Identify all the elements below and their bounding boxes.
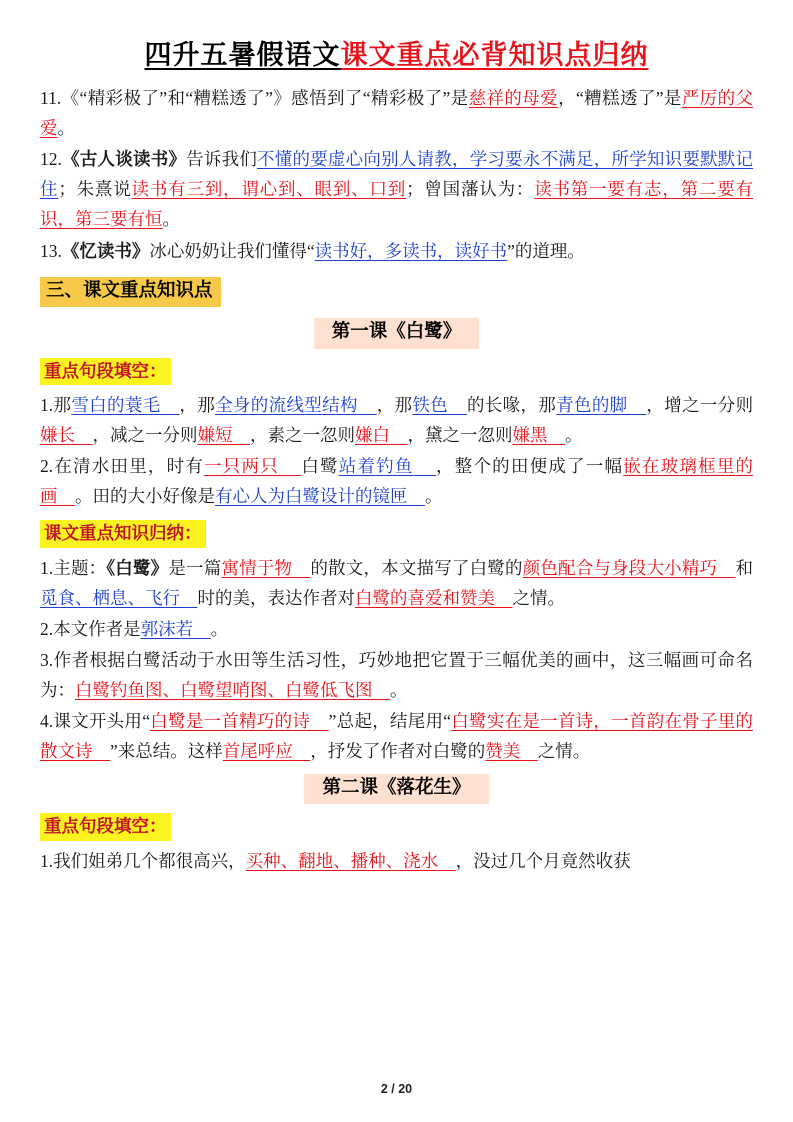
paragraph <box>40 645 753 705</box>
text-run: 《白鹭》 <box>106 557 169 578</box>
item-number: 4. <box>40 711 54 732</box>
text-run: ；朱熹说 <box>58 179 132 200</box>
text-run: 在清水田里，时有 <box>53 456 205 477</box>
answer-text: 白鹭实在是一首诗，一首韵在骨子里的散文诗 <box>40 711 753 762</box>
item-number: 2. <box>40 619 54 640</box>
answer-text: 铁色 <box>412 395 449 416</box>
paragraph <box>40 614 753 644</box>
item-number: 13. <box>40 240 62 261</box>
lesson1-summary-items <box>40 553 753 767</box>
lesson2-fill-label: 重点句段填空： <box>40 813 171 841</box>
text-run: 的长喙，那 <box>466 395 557 416</box>
lesson2-heading-wrap <box>40 774 753 805</box>
paragraph <box>40 236 753 266</box>
answer-text: 不懂的要虚心向别人请教，学习要永不满足，所学知识要默默记住 <box>40 149 754 200</box>
text-run: ，黛之一忽则 <box>407 425 513 446</box>
text-run: ，素之一忽则 <box>250 425 355 446</box>
answer-text: 首尾呼应 <box>222 741 293 762</box>
item-number: 12. <box>40 149 62 170</box>
text-run: 白鹭 <box>301 456 339 477</box>
page-title-black: 四升五暑假语文 <box>144 40 341 70</box>
answer-text: 一只两只 <box>204 456 279 477</box>
answer-text: 慈祥的母爱 <box>468 88 559 109</box>
page-number: 2 / 20 <box>380 1082 413 1096</box>
lesson1-heading-wrap <box>40 318 753 349</box>
text-run: 《“精彩极了”和“糟糕透了”》感悟到了“精彩极了”是 <box>61 88 469 109</box>
text-run: ”来总结。这样 <box>110 741 223 762</box>
text-run: ，没过几个月竟然收获 <box>455 850 631 871</box>
answer-text: 青色的脚 <box>556 395 628 416</box>
text-run: 。田的大小好像是 <box>75 486 215 507</box>
text-run: 本文作者是 <box>53 619 141 640</box>
text-run: 作者根据白鹭活动于水田等生活习性，巧妙地把它置于三幅优美的画中，这三幅画可命名为： <box>40 650 753 701</box>
text-run: 时的美，表达作者对 <box>197 587 355 608</box>
answer-text: 寓情于物 <box>221 557 293 578</box>
answer-text: 全身的流线型结构 <box>215 395 358 416</box>
text-run: 和 <box>735 557 753 578</box>
answer-text: 买种、翻地、播种、浇水 <box>245 850 439 871</box>
answer-text: 郭沫若 <box>140 619 194 640</box>
answer-text: 有心人为白鹭设计的镜匣 <box>215 486 408 507</box>
lesson1-summary-label: 课文重点知识归纳： <box>40 520 206 548</box>
text-run: ；曾国藩认为： <box>406 179 535 200</box>
item-number: 1. <box>40 850 54 871</box>
answer-text: 白鹭钓鱼图、白鹭望哨图、白鹭低飞图 <box>75 680 373 701</box>
paragraph <box>40 390 753 450</box>
item-number: 11. <box>40 88 62 109</box>
answer-text: 嵌在玻璃框里的画 <box>40 456 754 507</box>
answer-text: 嫌白 <box>355 425 390 446</box>
answer-text: 站着钓鱼 <box>338 456 414 477</box>
text-run: 冰心奶奶让我们懂得“ <box>149 240 315 261</box>
text-run: ”总起，结尾用“ <box>328 711 452 732</box>
text-run: 是一篇 <box>168 557 222 578</box>
lesson2-heading: 第二课《落花生》 <box>304 774 488 805</box>
lesson1-fill-items <box>40 390 753 511</box>
answer-text: 白鹭的喜爱和赞美 <box>355 587 495 608</box>
lesson2-fill-items <box>40 846 753 876</box>
text-run: ，抒发了作者对白鹭的 <box>310 741 486 762</box>
text-run: 。 <box>210 619 229 640</box>
numbered-items-list <box>40 83 753 266</box>
answer-text: 颜色配合与身段大小精巧 <box>522 557 718 578</box>
text-run: 主题： <box>53 557 107 578</box>
paragraph <box>40 706 753 766</box>
text-run: ，整个的田便成了一幅 <box>436 456 624 477</box>
item-number: 1. <box>40 395 54 416</box>
text-run: 《古人谈读书》 <box>61 149 187 170</box>
text-run: ，增之一分则 <box>646 395 754 416</box>
answer-text: 嫌黑 <box>512 425 548 446</box>
paragraph <box>40 144 753 234</box>
answer-text: 雪白的蓑毛 <box>71 395 161 416</box>
lesson1-heading: 第一课《白鹭》 <box>314 318 480 349</box>
paragraph <box>40 83 753 143</box>
paragraph <box>40 451 753 511</box>
item-number: 3. <box>40 650 54 671</box>
answer-text: 嫌长 <box>40 425 75 446</box>
text-run: 。 <box>390 680 408 701</box>
text-run: 的散文，本文描写了白鹭的 <box>310 557 523 578</box>
text-run: ”的道理。 <box>507 240 585 261</box>
section-heading-wrap <box>40 271 753 311</box>
text-run: ，那 <box>179 395 216 416</box>
text-run: 我们姐弟几个都很高兴， <box>53 850 246 871</box>
text-run: ，减之一分则 <box>92 425 198 446</box>
page-title-red: 课文重点必背知识点归纳 <box>340 40 649 70</box>
text-run: 之情。 <box>512 587 565 608</box>
text-run: 。 <box>57 118 75 139</box>
answer-text: 严厉的父爱 <box>40 88 754 139</box>
text-run: 。 <box>425 486 443 507</box>
section-heading: 三、课文重点知识点 <box>40 277 221 307</box>
answer-text: 觅食、栖息、飞行 <box>40 587 180 608</box>
lesson1-fill-label: 重点句段填空： <box>40 358 171 386</box>
text-run: 。 <box>565 425 583 446</box>
text-run: ，那 <box>376 395 413 416</box>
lesson1-fill-label-wrap <box>40 354 753 388</box>
page-title <box>40 38 753 73</box>
text-run: 那 <box>53 395 72 416</box>
lesson1-summary-label-wrap <box>40 516 753 550</box>
text-run: ，“糟糕透了”是 <box>558 88 682 109</box>
text-run: 之情。 <box>537 741 591 762</box>
item-number: 2. <box>40 456 54 477</box>
answer-text: 白鹭是一首精巧的诗 <box>149 711 311 732</box>
text-run: 。 <box>162 209 180 230</box>
text-run: 课文开头用“ <box>53 711 150 732</box>
text-run: 告诉我们 <box>186 149 258 170</box>
lesson2-fill-label-wrap <box>40 809 753 843</box>
answer-text: 嫌短 <box>197 425 233 446</box>
answer-text: 赞美 <box>485 741 521 762</box>
answer-text: 读书有三到，谓心到、眼到、口到 <box>131 179 407 200</box>
paragraph <box>40 846 753 876</box>
text-run: 《忆读书》 <box>61 240 150 261</box>
answer-text: 读书好，多读书，读好书 <box>314 240 508 261</box>
paragraph <box>40 553 753 613</box>
item-number: 1. <box>40 557 54 578</box>
answer-text: 读书第一要有志，第二要有识，第三要有恒 <box>40 179 754 230</box>
